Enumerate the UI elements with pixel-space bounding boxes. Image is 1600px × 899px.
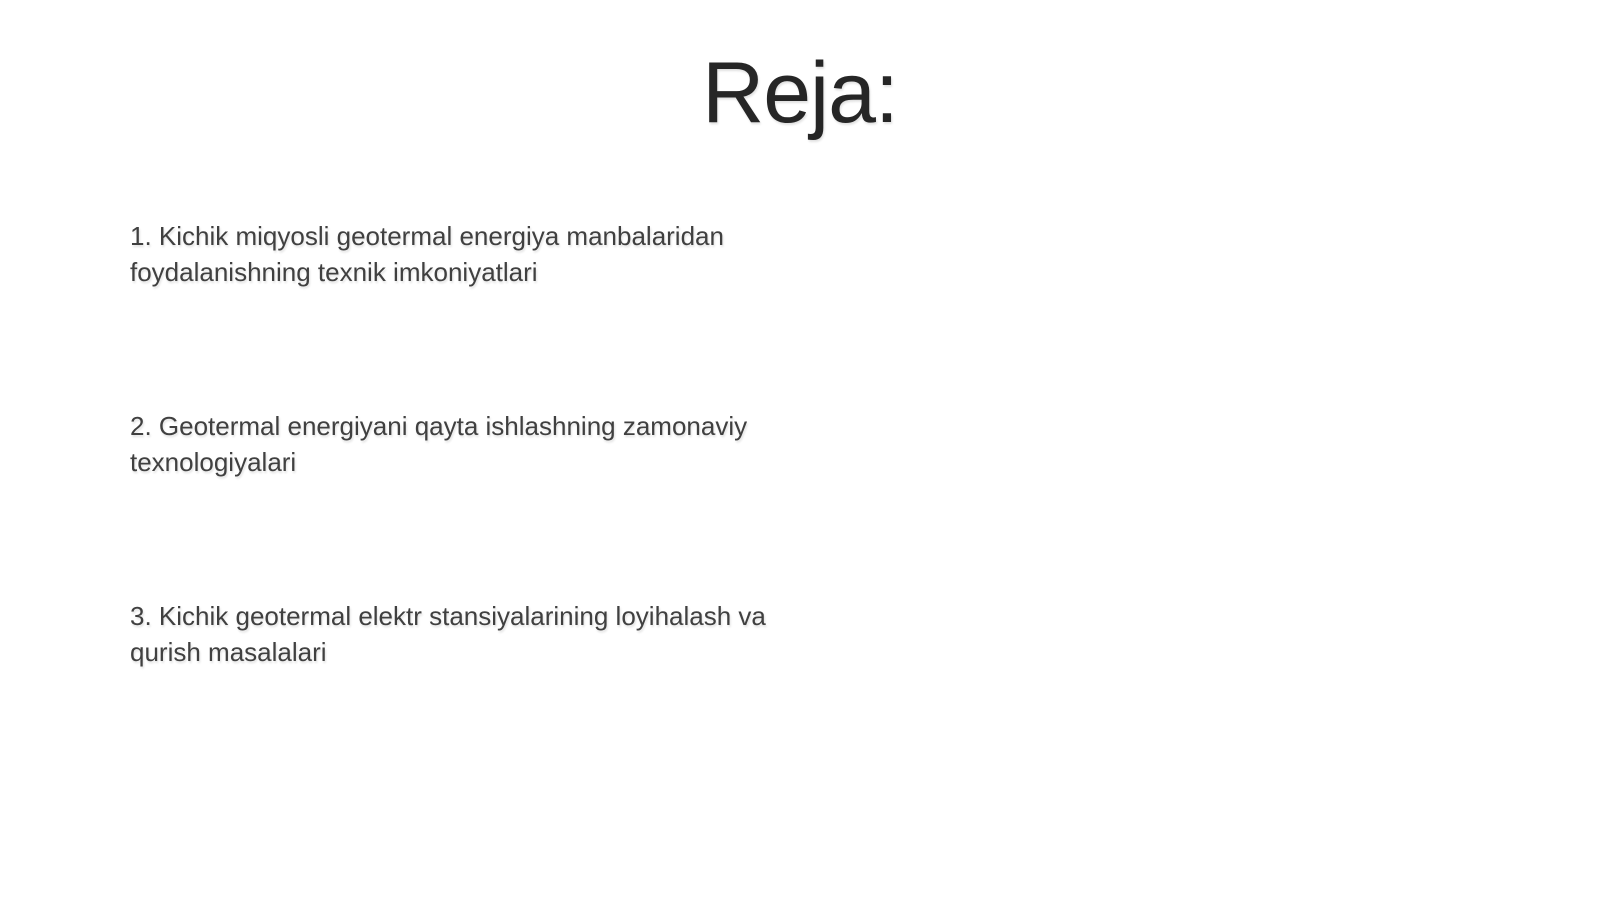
plan-list [130,218,820,788]
plan-item-2: 2. Geotermal energiyani qayta ishlashning zamonaviy texnologiyalari [130,411,748,477]
slide-title: Reja: [702,45,898,141]
plan-item-3: 3. Kichik geotermal elektr stansiyalarining loyihalash va qurish masalalari [130,601,766,667]
plan-item-1: 1. Kichik miqyosli geotermal energiya manbalaridan foydalanishning texnik imkoniyatlari [130,221,724,287]
